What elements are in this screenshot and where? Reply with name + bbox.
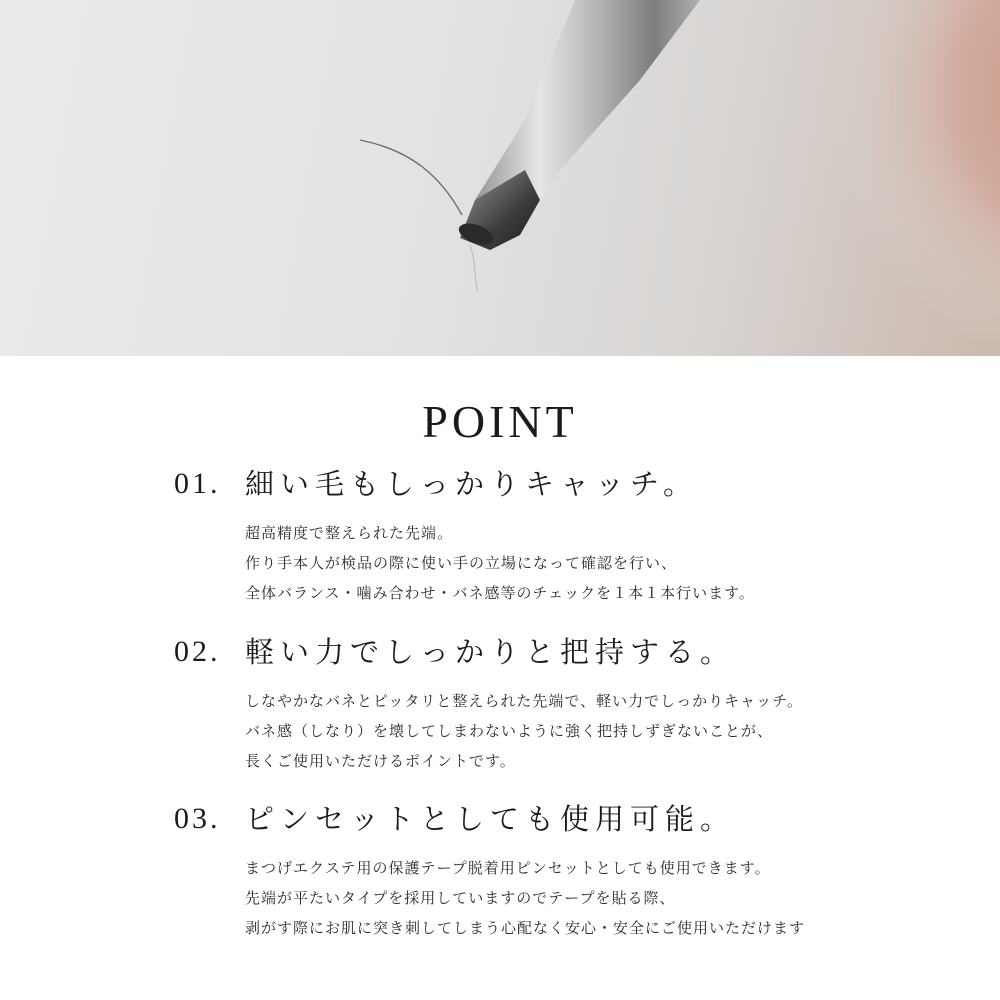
description-line: まつげエクステ用の保護テープ脱着用ピンセットとしても使用できます。 — [245, 859, 771, 877]
point-header — [0, 797, 1000, 841]
description-line: 長くご使用いただけるポイントです。 — [245, 752, 516, 770]
description-line: 先端が平たいタイプを採用していますのでテープを貼る際、 — [245, 889, 676, 907]
finger-blur — [670, 0, 1000, 356]
description-line: しなやかなバネとピッタリと整えられた先端で、軽い力でしっかりキャッチ。 — [245, 692, 804, 710]
description-line: 全体バランス・噛み合わせ・バネ感等のチェックを１本１本行います。 — [245, 584, 755, 602]
description-line: 作り手本人が検品の際に使い手の立場になって確認を行い、 — [245, 554, 678, 572]
description-line: 超高精度で整えられた先端。 — [245, 524, 454, 542]
point-heading: 細い毛もしっかりキャッチ。 — [245, 467, 698, 501]
tweezers-photo-illustration — [0, 0, 1000, 356]
eyelash — [360, 140, 462, 215]
point-heading: 軽い力でしっかりと把持する。 — [245, 635, 736, 669]
section-title: POINT — [422, 396, 578, 447]
eyelash-end — [470, 245, 478, 292]
point-header — [0, 462, 1000, 506]
point-number: 03. — [174, 802, 221, 835]
description-line: バネ感（しなり）を壊してしまわないように強く把持しずぎないことが、 — [245, 722, 774, 740]
description-line: 剥がす際にお肌に突き刺してしまう心配なく安心・安全にご使用いただけます — [245, 919, 806, 937]
point-description — [245, 853, 965, 943]
point-heading: ピンセットとしても使用可能。 — [245, 802, 736, 836]
point-description — [245, 518, 965, 608]
point-number: 01. — [174, 467, 221, 500]
point-number: 02. — [174, 635, 221, 668]
point-description — [245, 686, 965, 776]
hero-photo — [0, 0, 1000, 356]
point-header — [0, 630, 1000, 674]
